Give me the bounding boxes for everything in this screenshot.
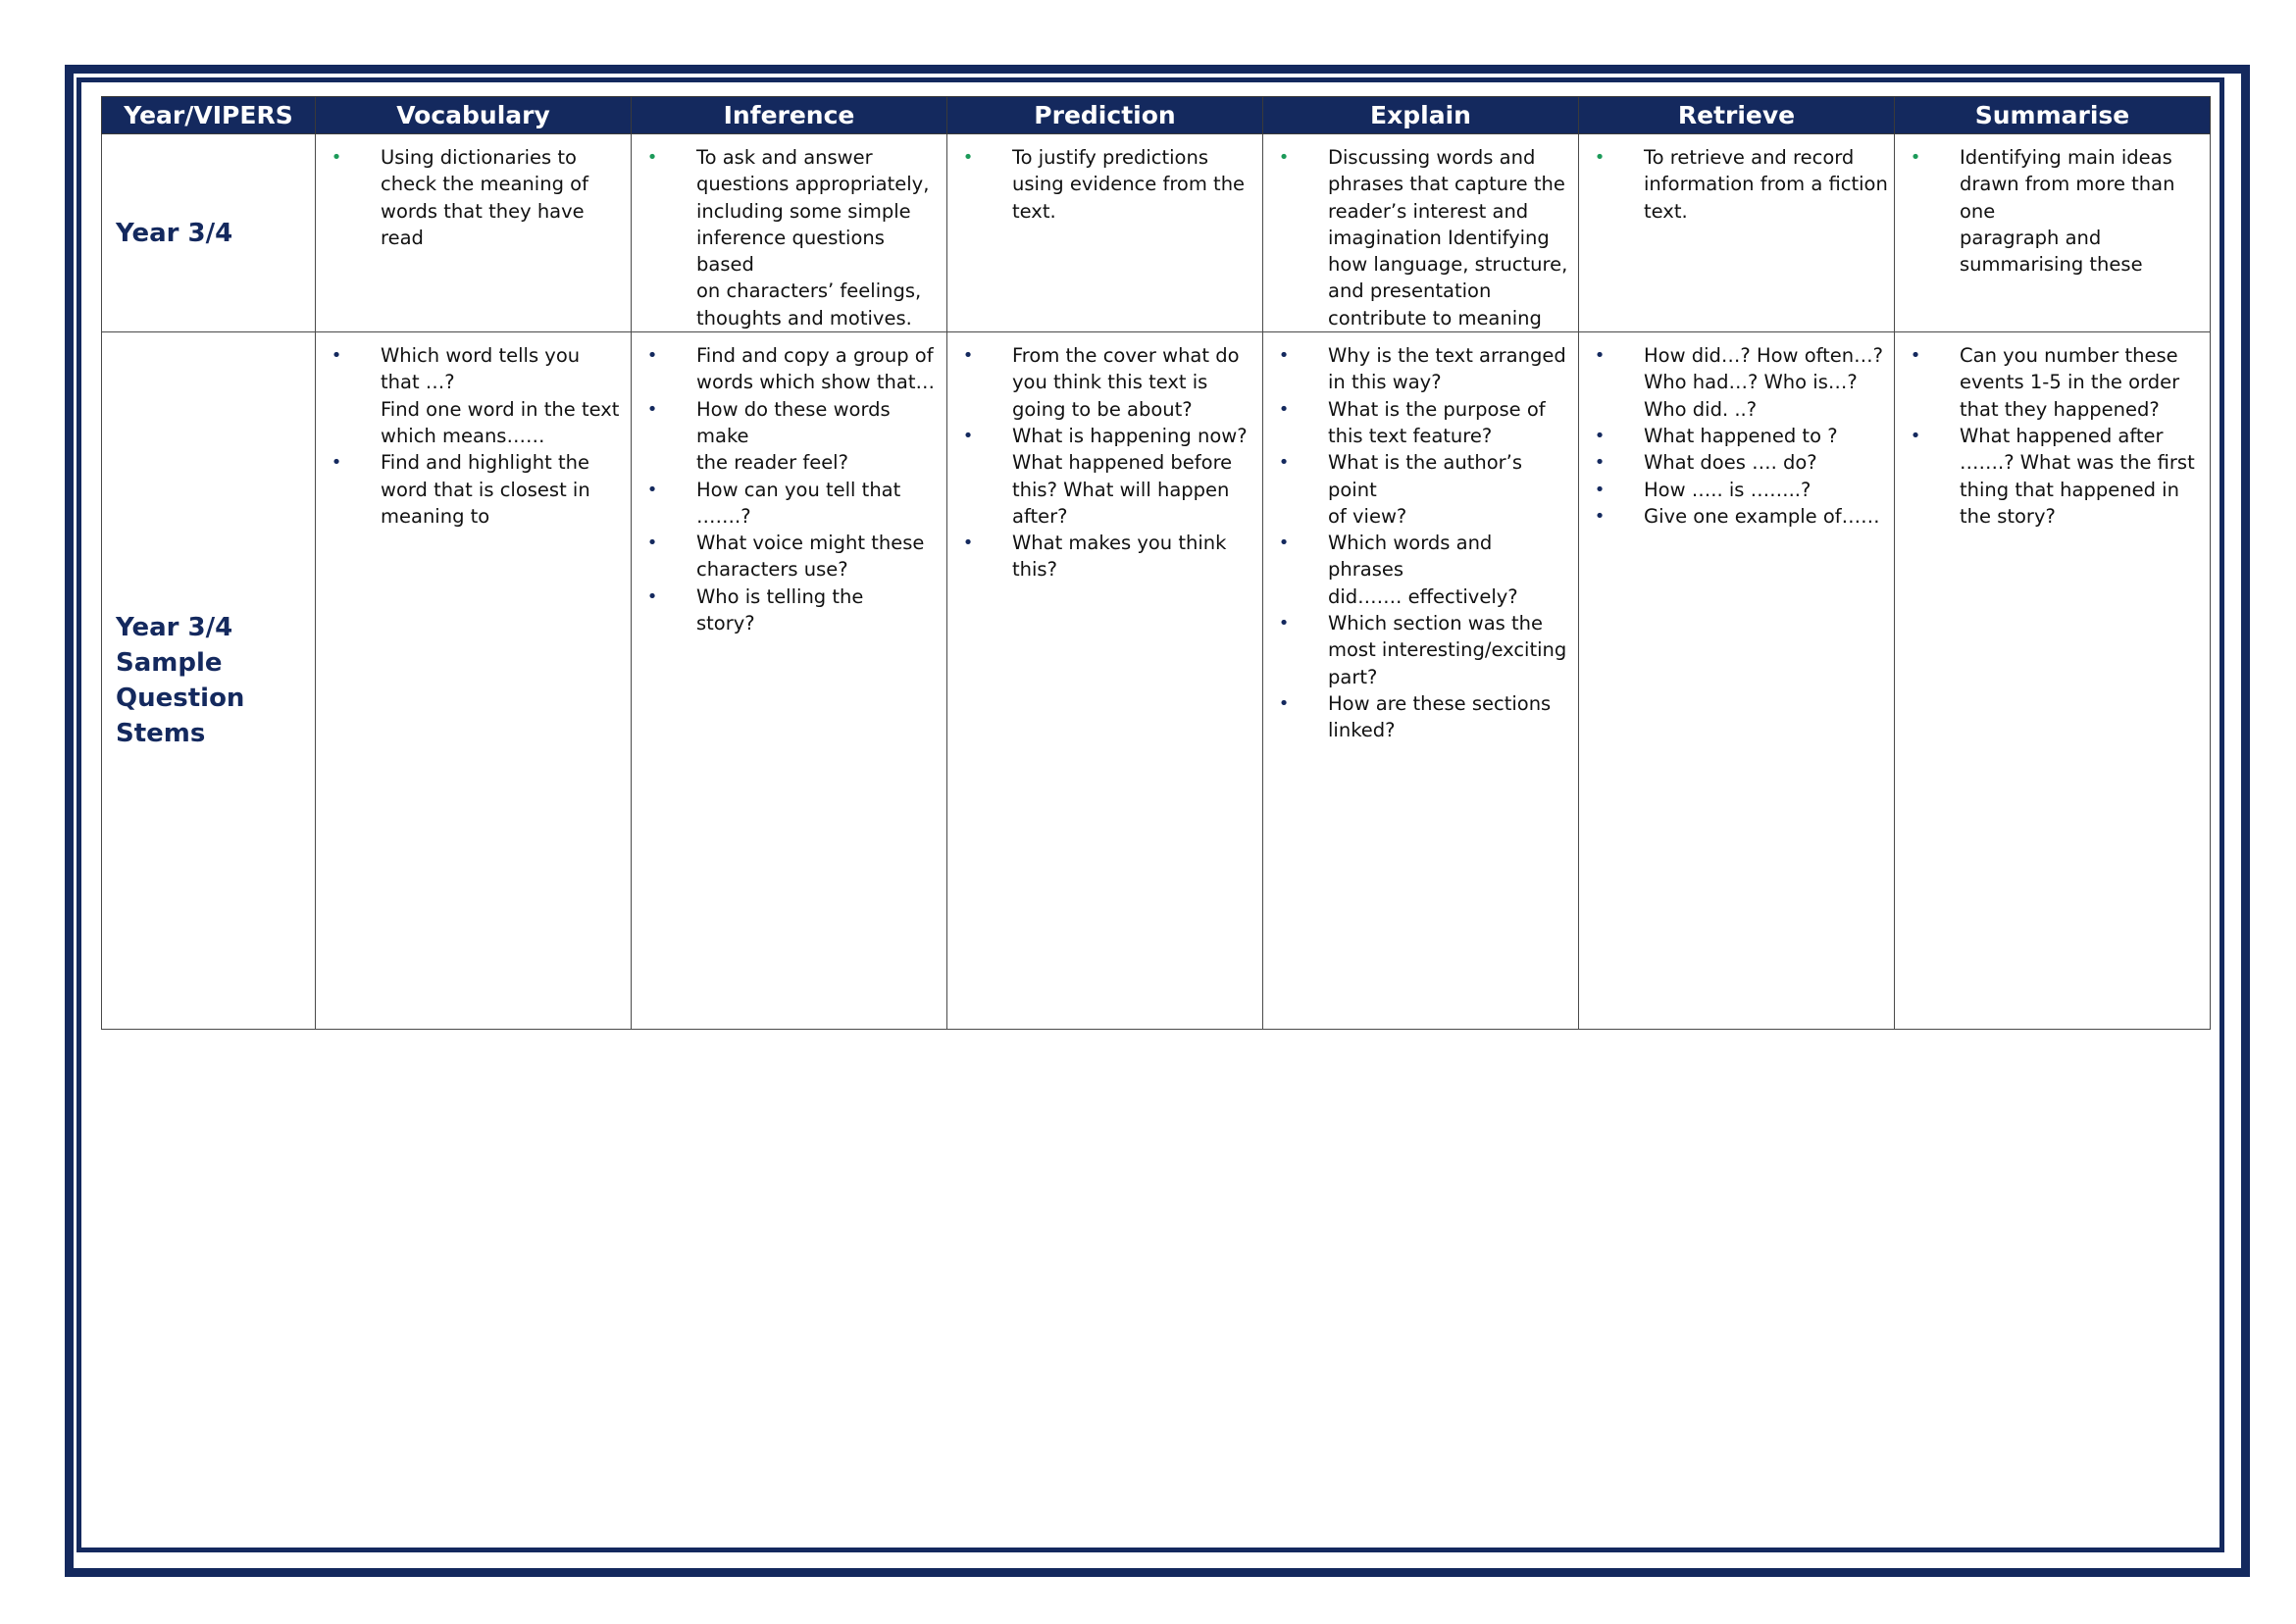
list-item-line: this? What will happen (1012, 478, 1230, 501)
row-label-sample-question-stems (102, 332, 316, 1030)
list-item-line: Who did. ..? (1644, 397, 1758, 421)
list-item-line: Discussing words and (1328, 146, 1536, 169)
bullet-icon: • (1910, 147, 1921, 168)
bullet-icon: • (646, 398, 658, 420)
prediction-questions-cell (947, 332, 1263, 1030)
list-item-line: questions appropriately, (696, 173, 930, 196)
list-item-line: What is the author’s point (1328, 451, 1523, 501)
bullet-icon: • (646, 147, 658, 168)
list-item (330, 144, 625, 251)
row-label-line: Year 3/4 (116, 613, 233, 643)
list-item-line: thoughts and motives. (696, 306, 912, 330)
list-item (645, 584, 941, 637)
list-item-line: text. (1644, 199, 1688, 223)
header-explain: Explain (1263, 97, 1579, 134)
list-item-line: Why is the text arranged (1328, 344, 1566, 368)
list-item-line: part? (1328, 665, 1378, 688)
list-item (1277, 342, 1572, 396)
list-item (1277, 449, 1572, 530)
prediction-objectives-cell (947, 134, 1263, 332)
list-item (645, 477, 941, 531)
row-label-line: Stems (116, 719, 206, 749)
list-item-line: inference questions based (696, 226, 885, 277)
list-item-line: What happened to ? (1644, 424, 1838, 447)
list-item (1909, 144, 2204, 278)
inference-objectives-cell (632, 134, 947, 332)
list-item-line: thing that happened in (1960, 478, 2179, 501)
list-item-line: you think this text is (1012, 371, 1208, 394)
list-item (1277, 690, 1572, 744)
list-item-line: What voice might these (696, 532, 925, 555)
bullet-list (1895, 332, 2210, 530)
bullet-icon: • (646, 345, 658, 367)
bullet-icon: • (1594, 505, 1606, 527)
bullet-list (316, 134, 631, 251)
list-item (1277, 530, 1572, 610)
list-item-line: phrases that capture the (1328, 173, 1565, 196)
list-item-line: From the cover what do (1012, 344, 1240, 368)
bullet-icon: • (1278, 613, 1290, 634)
list-item-line: How can you tell that …….? (696, 478, 901, 528)
summarise-objectives-cell (1895, 134, 2211, 332)
bullet-list (632, 332, 946, 636)
list-item-line: What is happening now? (1012, 424, 1248, 447)
bullet-list (632, 134, 946, 331)
list-item-line: Find and highlight the (381, 451, 589, 475)
list-item-line: story? (696, 612, 755, 635)
retrieve-objectives-cell (1579, 134, 1895, 332)
header-row (102, 97, 2211, 134)
list-item (961, 342, 1256, 423)
list-item-line: word that is closest in (381, 478, 590, 501)
bullet-icon: • (1594, 479, 1606, 500)
list-item-line: reader’s interest and (1328, 199, 1529, 223)
list-item-line: did……. effectively? (1328, 584, 1518, 608)
list-item (1593, 144, 1888, 225)
list-item-line: words which show that… (696, 371, 935, 394)
bullet-list (1579, 134, 1894, 225)
bullet-icon: • (331, 147, 342, 168)
list-item-line: using evidence from the (1012, 173, 1246, 196)
vipers-table (101, 96, 2211, 1030)
bullet-icon: • (962, 533, 974, 554)
list-item (330, 449, 625, 530)
bullet-icon: • (1910, 425, 1921, 446)
list-item-line: this? (1012, 558, 1057, 582)
question-stems-row (102, 332, 2211, 1030)
list-item-line: drawn from more than one (1960, 173, 2175, 223)
row-label-line: Year 3/4 (116, 218, 233, 248)
list-item-line: How are these sections (1328, 691, 1552, 715)
list-item-line: which means…… (381, 424, 545, 447)
list-item-line: Give one example of…… (1644, 504, 1880, 528)
list-item (645, 144, 941, 331)
list-item (645, 396, 941, 477)
list-item-line: the story? (1960, 504, 2056, 528)
bullet-icon: • (1910, 345, 1921, 367)
bullet-icon: • (1594, 345, 1606, 367)
bullet-icon: • (331, 345, 342, 367)
list-item-line: Using dictionaries to (381, 146, 577, 169)
list-item-line: Which word tells you (381, 344, 581, 368)
bullet-icon: • (1278, 147, 1290, 168)
list-item-line: characters use? (696, 558, 848, 582)
list-item-line: after? (1012, 504, 1068, 528)
list-item-line: linked? (1328, 719, 1396, 742)
header-retrieve: Retrieve (1579, 97, 1895, 134)
list-item-line: check the meaning of (381, 173, 588, 196)
list-item-line: meaning to (381, 504, 490, 528)
bullet-icon: • (1278, 692, 1290, 714)
list-item-line: Who is telling the (696, 584, 864, 608)
list-item-line: the reader feel? (696, 451, 848, 475)
retrieve-questions-cell (1579, 332, 1895, 1030)
list-item-line: Which words and phrases (1328, 532, 1493, 582)
list-item-line: words that they have (381, 199, 585, 223)
list-item-line: of view? (1328, 504, 1407, 528)
list-item-line: on characters’ feelings, (696, 279, 922, 303)
list-item (1593, 449, 1888, 476)
list-item-line: What is the purpose of (1328, 397, 1546, 421)
list-item-line: To retrieve and record (1644, 146, 1855, 169)
list-item-line: imagination Identifying (1328, 226, 1550, 249)
list-item-line: To justify predictions (1012, 146, 1208, 169)
bullet-icon: • (646, 585, 658, 607)
bullet-icon: • (1278, 398, 1290, 420)
inference-questions-cell (632, 332, 947, 1030)
list-item-line: Find one word in the text (381, 397, 620, 421)
list-item-line: most interesting/exciting (1328, 638, 1567, 662)
list-item (961, 144, 1256, 225)
list-item-line: contribute to meaning (1328, 306, 1542, 330)
list-item-line: read (381, 226, 424, 249)
list-item-line: Can you number these (1960, 344, 2178, 368)
list-item-line: in this way? (1328, 371, 1442, 394)
explain-questions-cell (1263, 332, 1579, 1030)
list-item-line: events 1-5 in the order (1960, 371, 2180, 394)
bullet-icon: • (1278, 452, 1290, 474)
list-item-line: How did…? How often…? (1644, 344, 1884, 368)
bullet-icon: • (962, 425, 974, 446)
vocabulary-questions-cell (316, 332, 632, 1030)
list-item-line: Find and copy a group of (696, 344, 934, 368)
list-item-line: and presentation (1328, 279, 1492, 303)
list-item-line: information from a fiction (1644, 173, 1888, 196)
list-item-line: going to be about? (1012, 397, 1193, 421)
list-item-line: Who had…? Who is…? (1644, 371, 1858, 394)
bullet-list (1263, 332, 1578, 743)
list-item (1277, 144, 1572, 331)
list-item (1593, 477, 1888, 503)
bullet-icon: • (1278, 533, 1290, 554)
list-item-line: What happened before (1012, 451, 1233, 475)
list-item-line: that …? (381, 371, 455, 394)
bullet-list (1895, 134, 2210, 278)
header-vocabulary: Vocabulary (316, 97, 632, 134)
list-item (1909, 342, 2204, 423)
header-inference: Inference (632, 97, 947, 134)
bullet-list (1579, 332, 1894, 530)
list-item-line: how language, structure, (1328, 253, 1568, 277)
list-item-line: Identifying main ideas (1960, 146, 2172, 169)
list-item (961, 423, 1256, 530)
list-item (330, 342, 625, 449)
list-item (1277, 396, 1572, 450)
objectives-row (102, 134, 2211, 332)
bullet-icon: • (1594, 425, 1606, 446)
list-item-line: How do these words make (696, 397, 891, 447)
list-item-line: including some simple (696, 199, 911, 223)
header-prediction: Prediction (947, 97, 1263, 134)
vocabulary-objectives-cell (316, 134, 632, 332)
bullet-icon: • (646, 479, 658, 500)
explain-objectives-cell (1263, 134, 1579, 332)
list-item (1593, 423, 1888, 449)
list-item-line: What makes you think (1012, 532, 1227, 555)
bullet-icon: • (1594, 147, 1606, 168)
list-item-line: What happened after (1960, 424, 2164, 447)
list-item (961, 530, 1256, 584)
header-summarise: Summarise (1895, 97, 2211, 134)
row-label-line: Question (116, 684, 245, 714)
list-item-line: …….? What was the first (1960, 451, 2195, 475)
list-item-line: What does …. do? (1644, 451, 1817, 475)
list-item (1909, 423, 2204, 530)
bullet-icon: • (962, 345, 974, 367)
bullet-icon: • (962, 147, 974, 168)
bullet-icon: • (1594, 452, 1606, 474)
list-item (1593, 503, 1888, 530)
list-item-line: How ….. is ……..? (1644, 478, 1811, 501)
header-year-vipers: Year/VIPERS (102, 97, 316, 134)
bullet-icon: • (331, 452, 342, 474)
list-item-line: this text feature? (1328, 424, 1493, 447)
bullet-icon: • (646, 533, 658, 554)
list-item-line: summarising these (1960, 253, 2143, 277)
bullet-list (1263, 134, 1578, 331)
list-item (1277, 610, 1572, 690)
list-item-line: text. (1012, 199, 1056, 223)
bullet-icon: • (1278, 345, 1290, 367)
list-item-line: paragraph and (1960, 226, 2102, 249)
summarise-questions-cell (1895, 332, 2211, 1030)
bullet-list (316, 332, 631, 530)
list-item-line: Which section was the (1328, 612, 1544, 635)
list-item (645, 530, 941, 584)
bullet-list (947, 134, 1262, 225)
row-label-line: Sample (116, 648, 223, 679)
list-item-line: To ask and answer (696, 146, 873, 169)
row-label-year-3-4 (102, 134, 316, 332)
list-item-line: that they happened? (1960, 397, 2160, 421)
list-item (1593, 342, 1888, 423)
bullet-list (947, 332, 1262, 584)
list-item (645, 342, 941, 396)
